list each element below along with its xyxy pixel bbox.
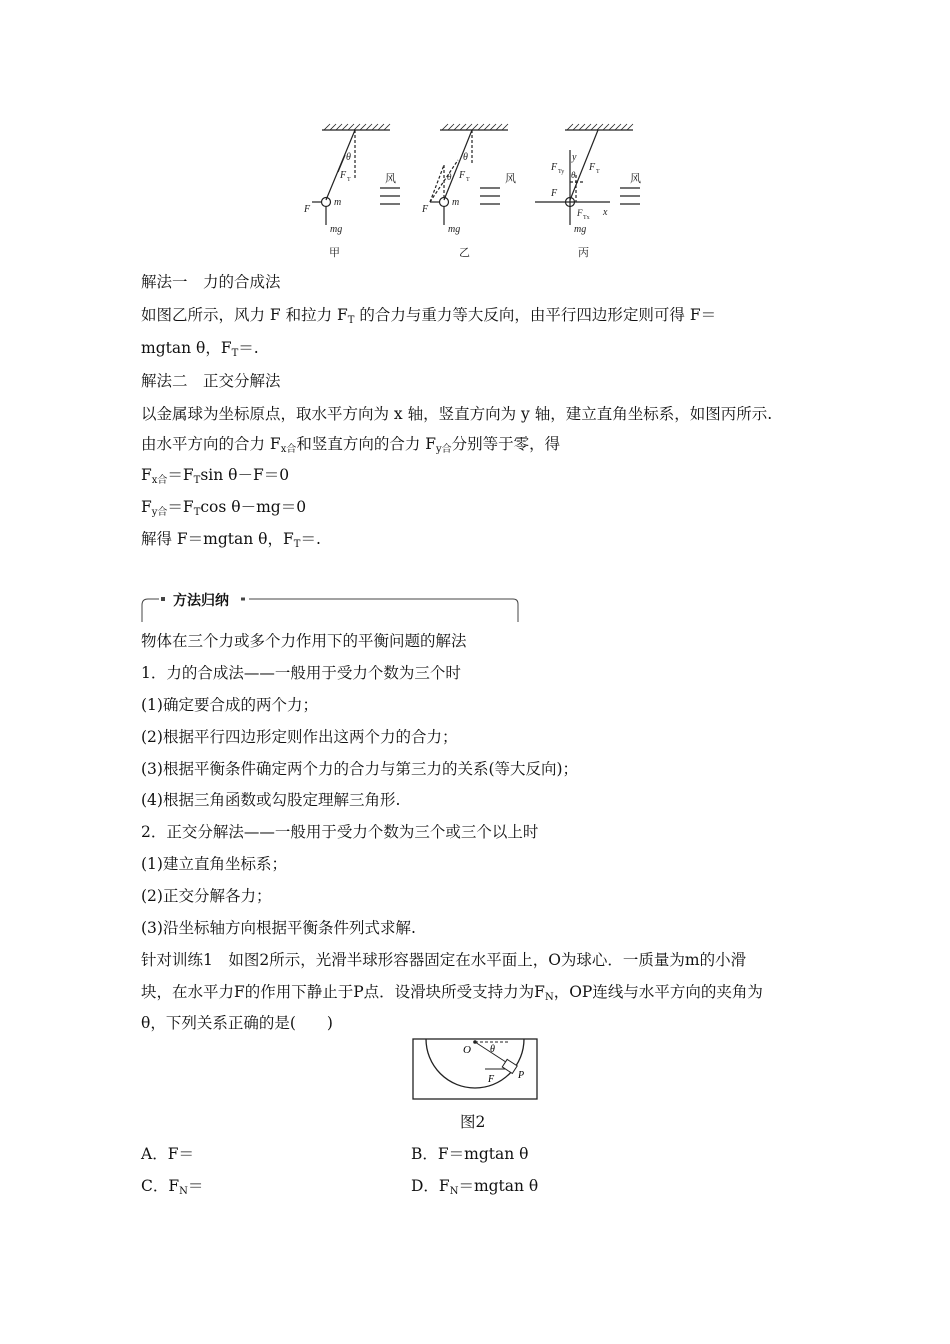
ft-label-2: F: [459, 170, 466, 181]
solution-line: 解得 F＝mgtan θ，$F_T=$.: [141, 530, 321, 550]
hemisphere-figure: [412, 1038, 538, 1100]
fty-label: F: [551, 162, 558, 173]
caption-yi: 乙: [459, 247, 470, 259]
theta-label-1: θ: [346, 152, 351, 163]
theta-label-ex: θ: [490, 1044, 495, 1055]
pendulum-figure: [300, 120, 660, 262]
choice-a[interactable]: A．F＝: [141, 1145, 194, 1163]
exercise-line1: 针对训练1 如图2所示，光滑半球形容器固定在水平面上，O为球心．一质量为m的小滑: [141, 951, 747, 969]
f-label-2: F: [422, 204, 429, 215]
ftx-label: F: [577, 208, 583, 218]
summary-item2: 2．正交分解法——一般用于受力个数为三个或三个以上时: [141, 823, 539, 841]
f-label-ex: F: [488, 1074, 495, 1085]
caption-bing: 丙: [578, 247, 589, 259]
ft-sub-label-1: T: [347, 177, 351, 183]
method1-line2: mgtan θ，$F_T=$.: [141, 339, 259, 359]
method1-line1: 如图乙所示，风力 F 和拉力 $F_T$ 的合力与重力等大反向，由平行四边形定则可得 F＝: [141, 306, 717, 326]
wind-label-2: 风: [505, 173, 516, 185]
method2-line2: 由水平方向的合力 $F_{x合}$和竖直方向的合力 $F_{y合}$分别等于零，得: [141, 435, 561, 455]
summary-banner-title: 方法归纳: [173, 593, 229, 609]
f-label-1: F: [304, 204, 311, 215]
ft-sub-label-3: T: [596, 169, 600, 175]
m-label-2: m: [452, 197, 460, 208]
x-axis-label: x: [603, 207, 608, 218]
m-label-1: m: [334, 197, 342, 208]
summary-item1: 1．力的合成法——一般用于受力个数为三个时: [141, 664, 461, 682]
equation-x: $F_{x合}=F_T\sin$ θ－F＝0: [141, 466, 290, 486]
exercise-line2: 块，在水平力F的作用下静止于P点．设滑块所受支持力为$F_N$，OP连线与水平方向的夹角为: [141, 983, 763, 1003]
mg-label-3: mg: [574, 224, 587, 235]
figure2-caption: 图2: [460, 1113, 486, 1131]
ft-sub-label-2: T: [466, 177, 470, 183]
ft-label-3: F: [589, 162, 596, 173]
choice-d[interactable]: D．$F_N=mgtan$ θ: [411, 1177, 539, 1197]
wind-label-3: 风: [630, 173, 641, 185]
method2-line1: 以金属球为坐标原点，取水平方向为 x 轴，竖直方向为 y 轴，建立直角坐标系，如图丙所示.: [141, 405, 773, 423]
theta-label-3: θ: [571, 170, 576, 180]
item1-step4: (4)根据三角函数或勾股定理解三角形.: [141, 791, 401, 809]
exercise-line3: θ，下列关系正确的是( ): [141, 1014, 333, 1032]
ftx-sub-label: Tx: [583, 215, 590, 221]
p-label: P: [518, 1070, 525, 1081]
fty-sub-label: Ty: [558, 169, 565, 175]
y-axis-label: y: [572, 152, 577, 163]
equation-y: $F_{y合}=F_T\cos$ θ－mg＝0: [141, 498, 307, 518]
item2-step1: (1)建立直角坐标系；: [141, 855, 287, 873]
o-label: O: [463, 1044, 471, 1056]
choice-c[interactable]: C．$F_N=$: [141, 1177, 204, 1197]
mg-label-1: mg: [330, 224, 343, 235]
summary-intro: 物体在三个力或多个力作用下的平衡问题的解法: [141, 632, 467, 650]
item2-step2: (2)正交分解各力；: [141, 887, 272, 905]
item1-step3: (3)根据平衡条件确定两个力的合力与第三力的关系(等大反向)；: [141, 760, 579, 778]
caption-jia: 甲: [329, 247, 340, 259]
theta-label-2: θ: [463, 152, 468, 163]
wind-label-1: 风: [385, 173, 396, 185]
f-label-3: F: [551, 188, 558, 199]
ft-label-1: F: [340, 170, 347, 181]
theta-label-2b: θ: [447, 172, 452, 182]
method2-heading: 解法二 正交分解法: [141, 372, 281, 390]
choice-b[interactable]: B．F＝mgtan θ: [411, 1145, 529, 1163]
method1-heading: 解法一 力的合成法: [141, 273, 281, 291]
mg-label-2: mg: [448, 224, 461, 235]
item1-step1: (1)确定要合成的两个力；: [141, 696, 318, 714]
item1-step2: (2)根据平行四边形定则作出这两个力的合力；: [141, 728, 458, 746]
item2-step3: (3)沿坐标轴方向根据平衡条件列式求解.: [141, 919, 416, 937]
